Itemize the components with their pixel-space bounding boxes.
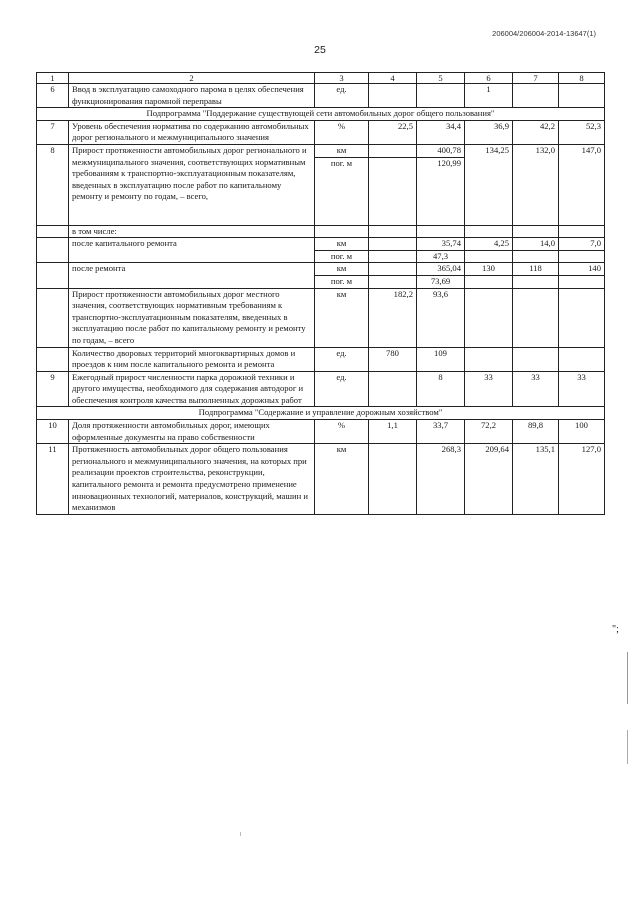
table-row bbox=[37, 225, 605, 238]
col-3: 3 bbox=[315, 73, 369, 84]
unit: км bbox=[315, 238, 369, 251]
value: 182,2 bbox=[369, 288, 417, 347]
unit: км bbox=[315, 444, 369, 515]
value: 93,6 bbox=[417, 288, 465, 347]
value: 130 bbox=[465, 263, 513, 276]
value: 89,8 bbox=[513, 420, 559, 444]
table-row bbox=[37, 347, 605, 371]
page-number: 25 bbox=[314, 44, 326, 56]
col-6: 6 bbox=[465, 73, 513, 84]
value: 33,7 bbox=[417, 420, 465, 444]
subprogram-title: Подпрограмма "Содержание и управление дорожным хозяйством" bbox=[37, 407, 605, 420]
value: 135,1 bbox=[513, 444, 559, 515]
value: 400,78 bbox=[417, 144, 465, 157]
unit: км bbox=[315, 288, 369, 347]
closing-quote-mark: "; bbox=[612, 624, 619, 635]
unit: пог. м bbox=[315, 157, 369, 225]
col-7: 7 bbox=[513, 73, 559, 84]
col-1: 1 bbox=[37, 73, 69, 84]
row-number: 11 bbox=[37, 444, 69, 515]
value: 72,2 bbox=[465, 420, 513, 444]
table-row bbox=[37, 238, 605, 251]
unit: % bbox=[315, 120, 369, 144]
unit: пог. м bbox=[315, 250, 369, 263]
unit: ед. bbox=[315, 84, 369, 108]
scan-edge-mark bbox=[627, 652, 628, 704]
value: 52,3 bbox=[559, 120, 605, 144]
indicator-name: Прирост протяженности автомобильных дорог местного значения, соответствующих нормативным требованиям к транспортно-эксплуатационным показателям, введенных в эксплуатацию после работ по капитальному ремонту и ремонту по годам, – всего bbox=[69, 288, 315, 347]
value: 780 bbox=[369, 347, 417, 371]
value: 33 bbox=[513, 371, 559, 407]
indicator-name: Уровень обеспечения норматива по содержанию автомобильных дорог регионального и межмуниципального значения bbox=[69, 120, 315, 144]
table-row bbox=[37, 420, 605, 444]
row-number: 8 bbox=[37, 144, 69, 225]
unit: % bbox=[315, 420, 369, 444]
value: 33 bbox=[465, 371, 513, 407]
value: 134,25 bbox=[465, 144, 513, 225]
col-4: 4 bbox=[369, 73, 417, 84]
table-row bbox=[37, 371, 605, 407]
value-2015: 1 bbox=[465, 84, 513, 108]
scan-speck bbox=[240, 832, 241, 836]
value: 22,5 bbox=[369, 120, 417, 144]
value: 140 bbox=[559, 263, 605, 276]
value: 35,74 bbox=[417, 238, 465, 251]
value: 47,3 bbox=[417, 250, 465, 263]
subprogram-title: Подпрограмма "Поддержание существующей сети автомобильных дорог общего пользования" bbox=[37, 108, 605, 121]
table-row bbox=[37, 444, 605, 515]
value: 8 bbox=[417, 371, 465, 407]
value: 73,69 bbox=[417, 275, 465, 288]
row-number: 9 bbox=[37, 371, 69, 407]
table-row bbox=[37, 144, 605, 157]
value: 7,0 bbox=[559, 238, 605, 251]
value: 120,99 bbox=[417, 157, 465, 225]
scan-edge-mark bbox=[627, 730, 628, 764]
value: 118 bbox=[513, 263, 559, 276]
indicator-name: Ежегодный прирост численности парка дорожной техники и другого имущества, необходимого для содержания автодорог и обеспечения контроля качества выполненных дорожных работ bbox=[69, 371, 315, 407]
document-id: 206004/206004-2014-13647(1) bbox=[492, 29, 596, 38]
value: 209,64 bbox=[465, 444, 513, 515]
value: 4,25 bbox=[465, 238, 513, 251]
unit: км bbox=[315, 144, 369, 157]
unit: ед. bbox=[315, 347, 369, 371]
indicator-name: Протяженность автомобильных дорог общего пользования регионального и межмуниципального значения, на которых при реализации проектов строительства, реконструкции, капитального ремонта и ремонта предусмотрено применение инновационных технологий, материалов, конструкций, машин и механизмов bbox=[69, 444, 315, 515]
row-number: 7 bbox=[37, 120, 69, 144]
col-5: 5 bbox=[417, 73, 465, 84]
unit: пог. м bbox=[315, 275, 369, 288]
value: 365,04 bbox=[417, 263, 465, 276]
value: 268,3 bbox=[417, 444, 465, 515]
value: 1,1 bbox=[369, 420, 417, 444]
unit: км bbox=[315, 263, 369, 276]
indicators-table bbox=[36, 72, 605, 515]
column-number-row bbox=[37, 73, 605, 84]
value: 33 bbox=[559, 371, 605, 407]
unit: ед. bbox=[315, 371, 369, 407]
table-row bbox=[37, 263, 605, 276]
value: 147,0 bbox=[559, 144, 605, 225]
value: 14,0 bbox=[513, 238, 559, 251]
indicator-name: Количество дворовых территорий многоквартирных домов и проездов к ним после капитального ремонта и ремонта bbox=[69, 347, 315, 371]
value: 34,4 bbox=[417, 120, 465, 144]
subprogram-heading bbox=[37, 108, 605, 121]
col-2: 2 bbox=[69, 73, 315, 84]
indicator-name: после капитального ремонта bbox=[69, 238, 315, 263]
value: 127,0 bbox=[559, 444, 605, 515]
table-row bbox=[37, 84, 605, 108]
indicator-name: после ремонта bbox=[69, 263, 315, 288]
value: 109 bbox=[417, 347, 465, 371]
value: 132,0 bbox=[513, 144, 559, 225]
indicator-name: Доля протяженности автомобильных дорог, имеющих оформленные документы на право собственности bbox=[69, 420, 315, 444]
table-row bbox=[37, 288, 605, 347]
row-number: 10 bbox=[37, 420, 69, 444]
indicator-name: Ввод в эксплуатацию самоходного парома в целях обеспечения функционирования паромной переправы bbox=[69, 84, 315, 108]
row-number: 6 bbox=[37, 84, 69, 108]
value: 36,9 bbox=[465, 120, 513, 144]
col-8: 8 bbox=[559, 73, 605, 84]
indicator-name: Прирост протяженности автомобильных дорог регионального и межмуниципального значения, соответствующих нормативным требованиям к транспортно-эксплуатационным показателям, введенных в эксплуатацию после работ по капитальному ремонту и ремонту по годам, – всего, bbox=[69, 144, 315, 225]
table-row bbox=[37, 120, 605, 144]
subprogram-heading bbox=[37, 407, 605, 420]
value: 100 bbox=[559, 420, 605, 444]
including-label: в том числе: bbox=[69, 225, 315, 238]
value: 42,2 bbox=[513, 120, 559, 144]
